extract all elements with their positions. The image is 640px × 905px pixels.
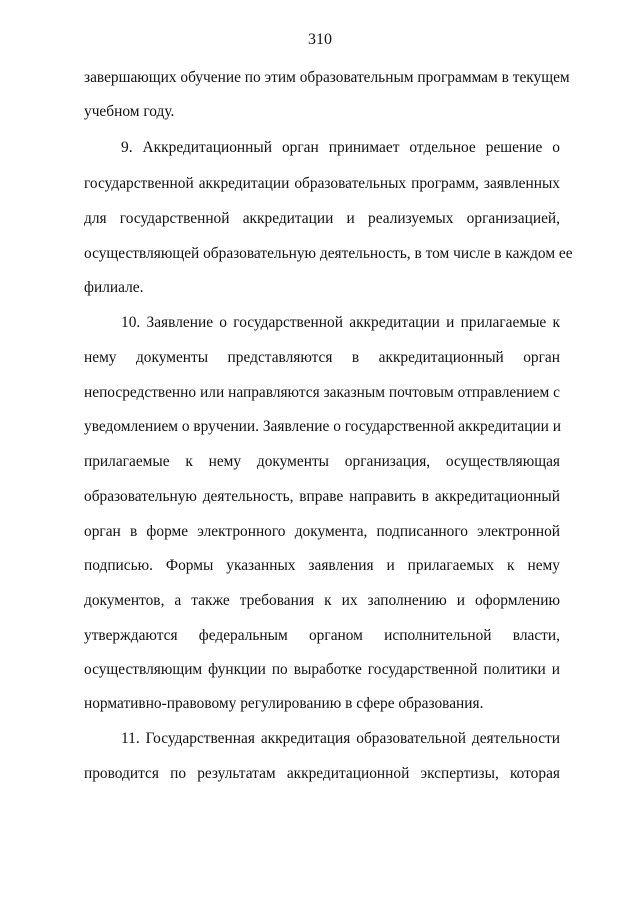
text-line: осуществляющим функции по выработке государственной политики и	[84, 661, 560, 678]
text-line: завершающих обучение по этим образовательным программам в текущем	[84, 69, 570, 86]
text-line: проводится по результатам аккредитационной экспертизы, которая	[84, 765, 560, 782]
paragraph-11-line: 11. Государственная аккредитация образовательной деятельности	[121, 730, 560, 747]
text-line: нему документы представляются в аккредитационный орган	[84, 349, 560, 366]
text-line: учебном году.	[84, 103, 175, 120]
text-line: подписью. Формы указанных заявления и прилагаемых к нему	[84, 557, 560, 574]
text-line: филиале.	[84, 279, 144, 296]
text-line: документов, а также требования к их заполнению и оформлению	[84, 592, 560, 609]
text-line: осуществляющей образовательную деятельность, в том числе в каждом ее	[84, 245, 573, 262]
text-line: нормативно-правовому регулированию в сфере образования.	[84, 695, 484, 712]
text-line: прилагаемые к нему документы организация, осуществляющая	[84, 453, 560, 470]
text-line: орган в форме электронного документа, подписанного электронной	[84, 523, 560, 540]
text-line: образовательную деятельность, вправе направить в аккредитационный	[84, 488, 560, 505]
text-line: государственной аккредитации образовательных программ, заявленных	[84, 175, 560, 192]
text-line: утверждаются федеральным органом исполнительной власти,	[84, 627, 560, 644]
text-line: непосредственно или направляются заказным почтовым отправлением с	[84, 384, 560, 401]
text-line: уведомлением о вручении. Заявление о государственной аккредитации и	[84, 418, 561, 435]
paragraph-9-line: 9. Аккредитационный орган принимает отдельное решение о	[121, 139, 560, 156]
page-number: 310	[308, 31, 332, 48]
paragraph-10-line: 10. Заявление о государственной аккредитации и прилагаемые к	[121, 314, 560, 331]
text-line: для государственной аккредитации и реализуемых организацией,	[84, 210, 560, 227]
